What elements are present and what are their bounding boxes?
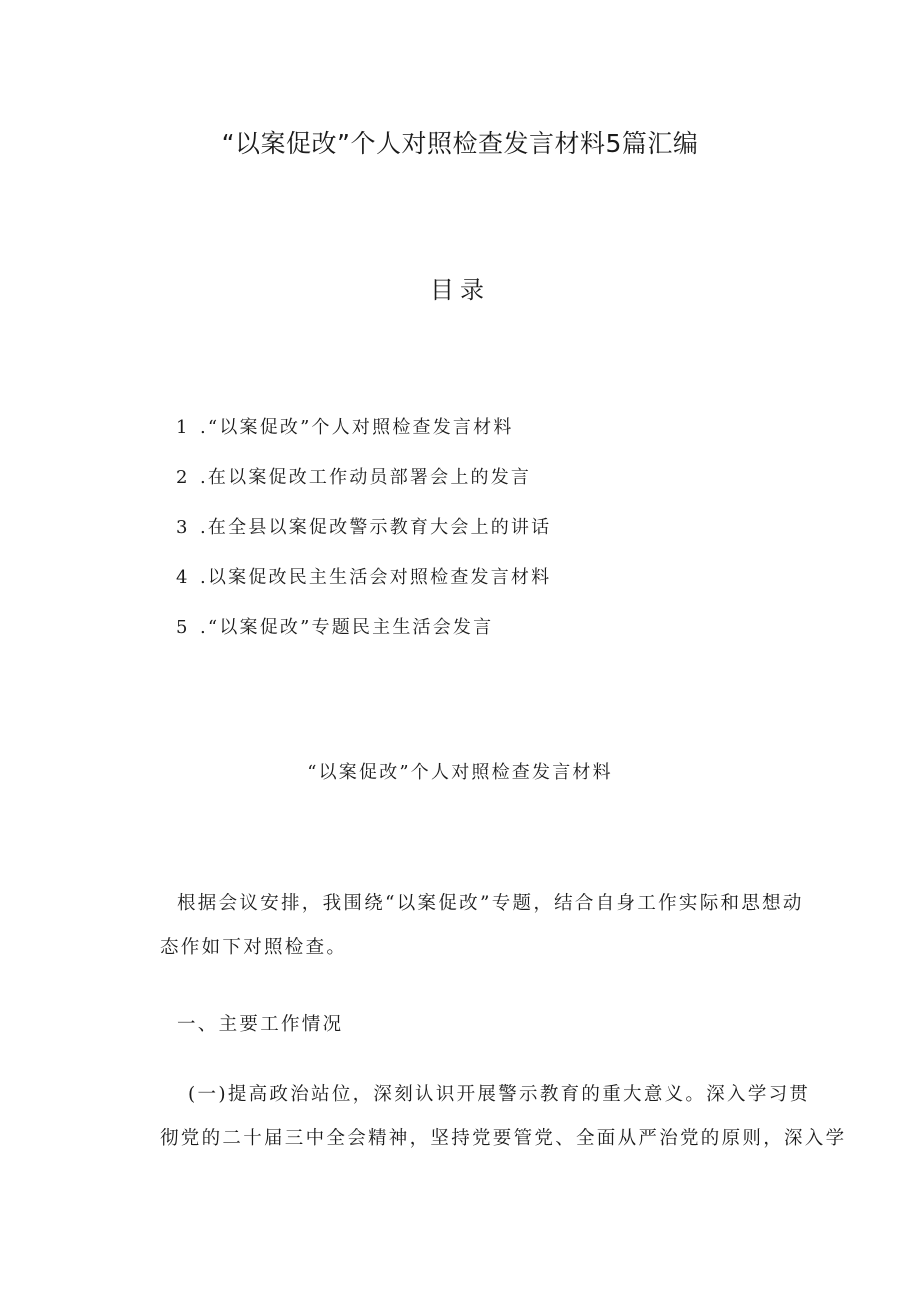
toc-item-4[interactable] xyxy=(176,563,551,613)
intro-paragraph xyxy=(160,882,804,970)
toc-item-3[interactable] xyxy=(176,513,551,563)
toc-item-text: .“以案促改”专题民主生活会发言 xyxy=(200,617,494,638)
toc-item-text: .以案促改民主生活会对照检查发言材料 xyxy=(200,567,552,588)
subsection-1-paragraph xyxy=(160,1073,847,1161)
toc-item-text: .在全县以案促改警示教育大会上的讲话 xyxy=(200,517,552,538)
toc-item-number: 3 xyxy=(176,517,190,538)
paragraph-line: 彻党的二十届三中全会精神，坚持党要管党、全面从严治党的原则，深入学 xyxy=(160,1128,847,1149)
paragraph-line: 根据会议安排，我围绕“以案促改”专题，结合自身工作实际和思想动 xyxy=(177,893,804,914)
toc-item-5[interactable] xyxy=(176,613,551,663)
toc-item-1[interactable] xyxy=(176,413,551,463)
toc-item-number: 4 xyxy=(176,567,190,588)
document-title: “以案促改”个人对照检查发言材料5篇汇编 xyxy=(221,129,699,158)
section-title: “以案促改”个人对照检查发言材料 xyxy=(307,762,613,783)
toc-item-number: 5 xyxy=(176,617,190,638)
paragraph-line: 一、主要工作情况 xyxy=(177,1014,344,1035)
paragraph-line: (一)提高政治站位，深刻认识开展警示教育的重大意义。深入学习贯 xyxy=(188,1084,811,1105)
toc-item-number: 2 xyxy=(176,467,190,488)
toc-heading: 目录 xyxy=(430,276,490,304)
table-of-contents xyxy=(176,413,551,663)
toc-item-2[interactable] xyxy=(176,463,551,513)
toc-item-text: .在以案促改工作动员部署会上的发言 xyxy=(200,467,532,488)
paragraph-line: 态作如下对照检查。 xyxy=(160,937,348,958)
toc-item-number: 1 xyxy=(176,417,190,438)
toc-item-text: .“以案促改”个人对照检查发言材料 xyxy=(200,417,514,438)
heading-main-work xyxy=(160,1003,800,1047)
